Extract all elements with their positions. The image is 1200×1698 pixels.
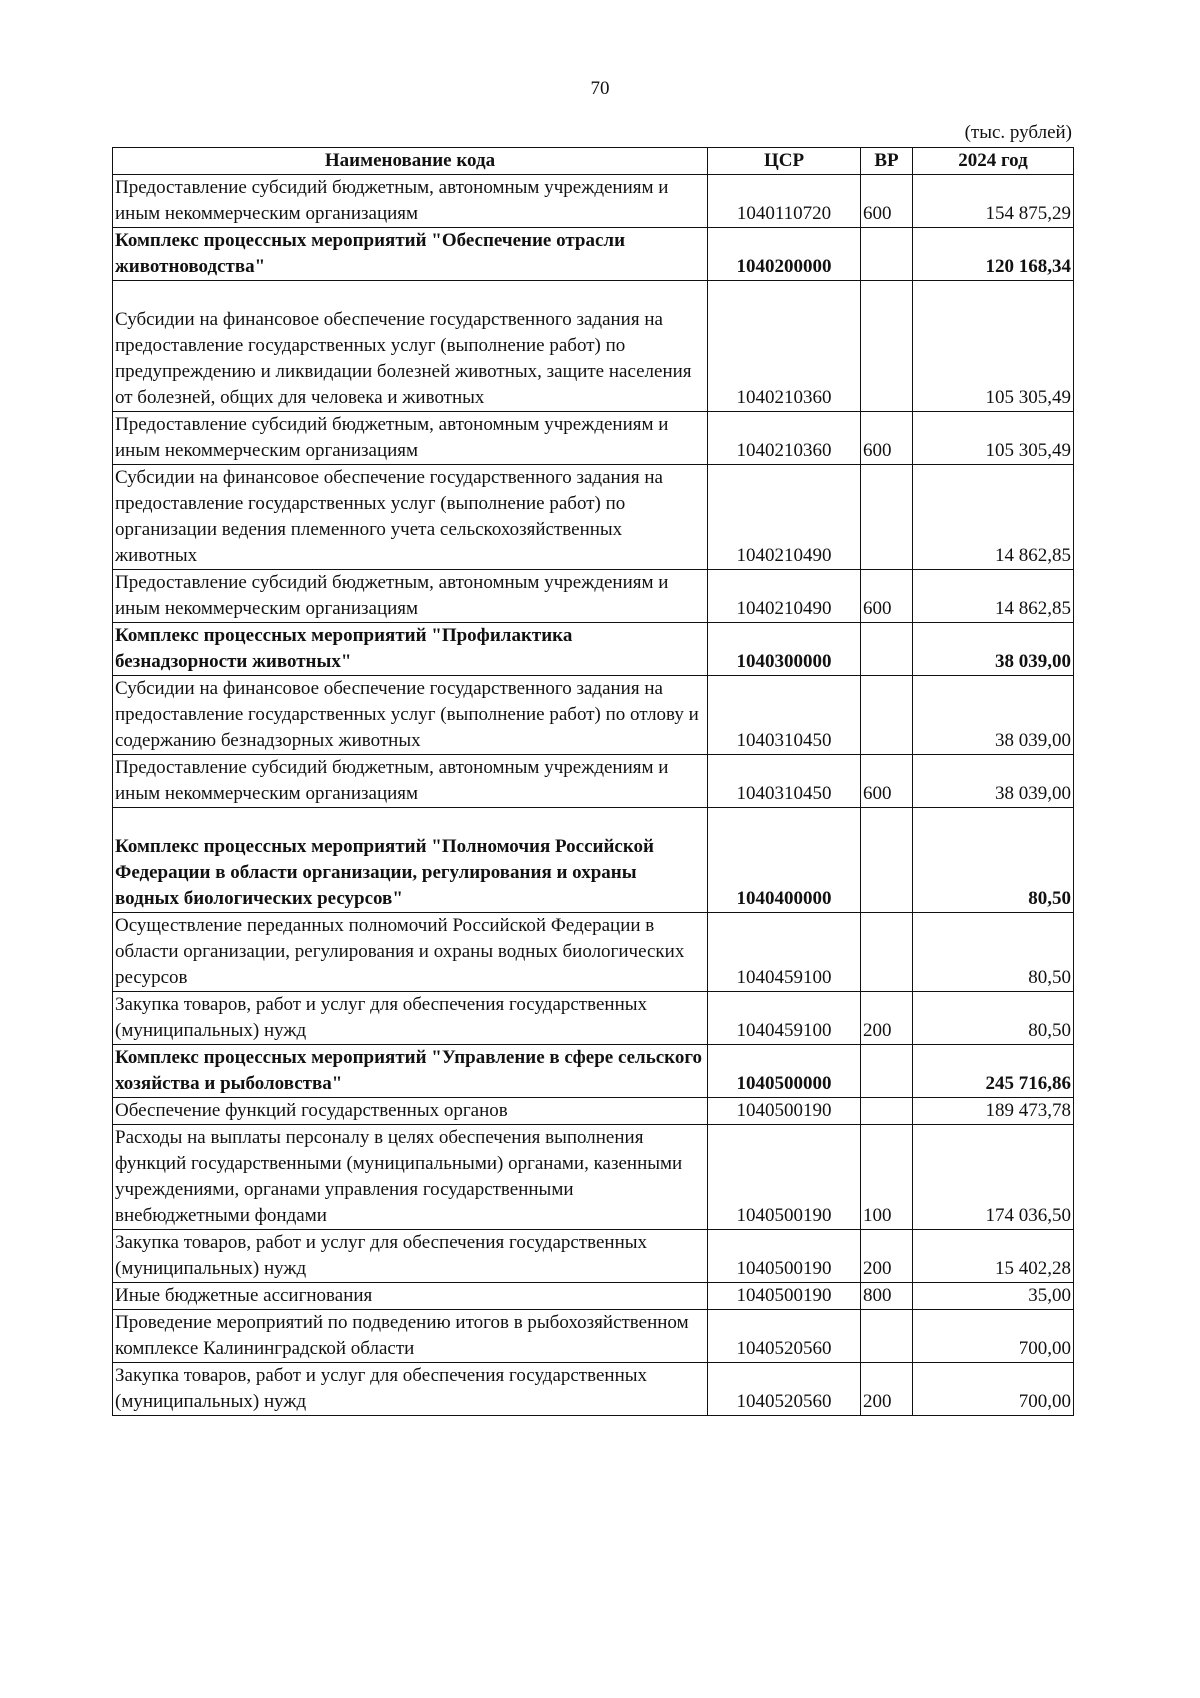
amount-cell: 14 862,85 <box>913 465 1074 570</box>
table-row <box>113 1045 1074 1098</box>
name-cell: Расходы на выплаты персоналу в целях обеспечения выполнения функций государственными (муниципальными) органами, казенными учреждениями, органами управления государственными внебюджетными фондами <box>113 1125 708 1230</box>
amount-cell: 174 036,50 <box>913 1125 1074 1230</box>
name-cell: Субсидии на финансовое обеспечение государственного задания на предоставление государственных услуг (выполнение работ) по отлову и содержанию безнадзорных животных <box>113 676 708 755</box>
name-cell: Осуществление переданных полномочий Российской Федерации в области организации, регулирования и охраны водных биологических ресурсов <box>113 913 708 992</box>
csr-cell: 1040500000 <box>708 1045 861 1098</box>
csr-cell: 1040500190 <box>708 1098 861 1125</box>
table-row <box>113 228 1074 281</box>
page-number: 70 <box>590 78 610 99</box>
header-amount: 2024 год <box>913 148 1074 175</box>
csr-cell: 1040459100 <box>708 992 861 1045</box>
vr-cell <box>861 913 913 992</box>
amount-cell: 38 039,00 <box>913 755 1074 808</box>
name-cell: Комплекс процессных мероприятий "Обеспечение отрасли животноводства" <box>113 228 708 281</box>
table-row <box>113 676 1074 755</box>
amount-cell: 35,00 <box>913 1283 1074 1310</box>
vr-cell: 200 <box>861 1363 913 1416</box>
csr-cell: 1040200000 <box>708 228 861 281</box>
amount-cell: 189 473,78 <box>913 1098 1074 1125</box>
amount-cell: 80,50 <box>913 913 1074 992</box>
amount-cell: 700,00 <box>913 1310 1074 1363</box>
table-row <box>113 570 1074 623</box>
csr-cell: 1040500190 <box>708 1125 861 1230</box>
csr-cell: 1040459100 <box>708 913 861 992</box>
table-row <box>113 755 1074 808</box>
vr-cell <box>861 676 913 755</box>
vr-cell <box>861 228 913 281</box>
table-row <box>113 1363 1074 1416</box>
vr-cell <box>861 1098 913 1125</box>
amount-cell: 105 305,49 <box>913 412 1074 465</box>
csr-cell: 1040520560 <box>708 1310 861 1363</box>
header-csr: ЦСР <box>708 148 861 175</box>
amount-cell: 14 862,85 <box>913 570 1074 623</box>
csr-cell: 1040210360 <box>708 281 861 412</box>
table-row <box>113 412 1074 465</box>
vr-cell <box>861 465 913 570</box>
csr-cell: 1040210490 <box>708 465 861 570</box>
header-vr: ВР <box>861 148 913 175</box>
name-cell: Комплекс процессных мероприятий "Управление в сфере сельского хозяйства и рыболовства" <box>113 1045 708 1098</box>
table-row <box>113 1283 1074 1310</box>
csr-cell: 1040520560 <box>708 1363 861 1416</box>
amount-cell: 38 039,00 <box>913 676 1074 755</box>
amount-cell: 38 039,00 <box>913 623 1074 676</box>
units-note: (тыс. рублей) <box>964 122 1072 143</box>
vr-cell <box>861 808 913 913</box>
header-name: Наименование кода <box>113 148 708 175</box>
vr-cell: 600 <box>861 755 913 808</box>
csr-cell: 1040110720 <box>708 175 861 228</box>
vr-cell: 600 <box>861 175 913 228</box>
table-row <box>113 1310 1074 1363</box>
table-row <box>113 1098 1074 1125</box>
name-cell: Комплекс процессных мероприятий "Профилактика безнадзорности животных" <box>113 623 708 676</box>
vr-cell <box>861 1045 913 1098</box>
table-row <box>113 175 1074 228</box>
name-cell: Закупка товаров, работ и услуг для обеспечения государственных (муниципальных) нужд <box>113 1230 708 1283</box>
name-cell: Обеспечение функций государственных органов <box>113 1098 708 1125</box>
csr-cell: 1040400000 <box>708 808 861 913</box>
table-row <box>113 913 1074 992</box>
vr-cell <box>861 281 913 412</box>
name-cell: Закупка товаров, работ и услуг для обеспечения государственных (муниципальных) нужд <box>113 992 708 1045</box>
table-row <box>113 992 1074 1045</box>
amount-cell: 80,50 <box>913 992 1074 1045</box>
table-header-row <box>113 148 1074 175</box>
amount-cell: 105 305,49 <box>913 281 1074 412</box>
vr-cell: 600 <box>861 412 913 465</box>
vr-cell <box>861 1310 913 1363</box>
vr-cell: 800 <box>861 1283 913 1310</box>
amount-cell: 15 402,28 <box>913 1230 1074 1283</box>
csr-cell: 1040300000 <box>708 623 861 676</box>
csr-cell: 1040210360 <box>708 412 861 465</box>
csr-cell: 1040500190 <box>708 1283 861 1310</box>
name-cell: Предоставление субсидий бюджетным, автономным учреждениям и иным некоммерческим организациям <box>113 570 708 623</box>
name-cell: Предоставление субсидий бюджетным, автономным учреждениям и иным некоммерческим организациям <box>113 755 708 808</box>
budget-table <box>112 147 1074 1416</box>
vr-cell <box>861 623 913 676</box>
name-cell: Закупка товаров, работ и услуг для обеспечения государственных (муниципальных) нужд <box>113 1363 708 1416</box>
name-cell: Проведение мероприятий по подведению итогов в рыбохозяйственном комплексе Калининградской области <box>113 1310 708 1363</box>
vr-cell: 200 <box>861 1230 913 1283</box>
csr-cell: 1040500190 <box>708 1230 861 1283</box>
amount-cell: 154 875,29 <box>913 175 1074 228</box>
amount-cell: 245 716,86 <box>913 1045 1074 1098</box>
csr-cell: 1040210490 <box>708 570 861 623</box>
amount-cell: 80,50 <box>913 808 1074 913</box>
table-row <box>113 465 1074 570</box>
name-cell: Субсидии на финансовое обеспечение государственного задания на предоставление государственных услуг (выполнение работ) по предупреждению и ликвидации болезней животных, защите населения от болезней, общих для человека и животных <box>113 281 708 412</box>
name-cell: Иные бюджетные ассигнования <box>113 1283 708 1310</box>
vr-cell: 100 <box>861 1125 913 1230</box>
csr-cell: 1040310450 <box>708 676 861 755</box>
name-cell: Комплекс процессных мероприятий "Полномочия Российской Федерации в области организации, регулирования и охраны водных биологических ресурсов" <box>113 808 708 913</box>
name-cell: Субсидии на финансовое обеспечение государственного задания на предоставление государственных услуг (выполнение работ) по организации ведения племенного учета сельскохозяйственных животных <box>113 465 708 570</box>
table-row <box>113 1125 1074 1230</box>
vr-cell: 200 <box>861 992 913 1045</box>
vr-cell: 600 <box>861 570 913 623</box>
table-row <box>113 281 1074 412</box>
amount-cell: 120 168,34 <box>913 228 1074 281</box>
csr-cell: 1040310450 <box>708 755 861 808</box>
name-cell: Предоставление субсидий бюджетным, автономным учреждениям и иным некоммерческим организациям <box>113 175 708 228</box>
name-cell: Предоставление субсидий бюджетным, автономным учреждениям и иным некоммерческим организациям <box>113 412 708 465</box>
table-row <box>113 623 1074 676</box>
table-row <box>113 808 1074 913</box>
amount-cell: 700,00 <box>913 1363 1074 1416</box>
table-row <box>113 1230 1074 1283</box>
